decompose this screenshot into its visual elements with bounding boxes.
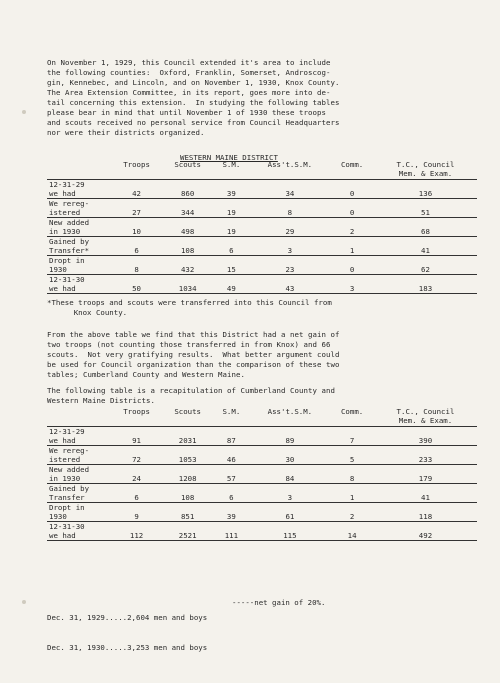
cell: 14 — [330, 522, 374, 541]
cell: 2031 — [162, 427, 213, 446]
cell: 1034 — [162, 275, 213, 294]
cell: 49 — [213, 275, 249, 294]
table-row — [47, 256, 477, 275]
table-row — [47, 199, 477, 218]
cell: 7 — [330, 427, 374, 446]
row-label: Gained by Transfer — [47, 484, 111, 503]
intro-paragraph: On November 1, 1929, this Council extended it's area to include the following counties: Oxford, Franklin, Somerset, Androscog- gin, Kennebec, and Lincoln, and on November 1, 1930, Knox County. The Area Extension Committee, in its report, goes more into de- tail concerning this extension. In studying the following tables please bear in mind that until November 1 of 1930 these troops and scouts received no personal service from Council Headquarters nor were their districts organized. — [47, 58, 340, 137]
cell: 42 — [111, 180, 162, 199]
cell: 118 — [374, 503, 477, 522]
table-header-row — [47, 407, 477, 427]
analysis-paragraph: From the above table we find that this District had a net gain of two troops (not counting those transferred in from Knox) and 66 scouts. Not very gratifying results. What better argument could be used for Council organization than the comparison of these two tables; Cumberland County and Western Maine. — [47, 330, 340, 379]
cell: 8 — [250, 199, 331, 218]
punch-hole-mark — [22, 600, 26, 604]
column-header — [47, 160, 111, 180]
column-header: Scouts — [162, 160, 213, 180]
cell: 6 — [111, 237, 162, 256]
cell: 50 — [111, 275, 162, 294]
cell: 89 — [250, 427, 331, 446]
cell: 23 — [250, 256, 331, 275]
cell: 1053 — [162, 446, 213, 465]
cell: 344 — [162, 199, 213, 218]
cell: 84 — [250, 465, 331, 484]
cell: 5 — [330, 446, 374, 465]
cell: 19 — [213, 199, 249, 218]
cell: 91 — [111, 427, 162, 446]
table-row — [47, 522, 477, 541]
cell: 61 — [250, 503, 331, 522]
row-label: Dropt in 1930 — [47, 503, 111, 522]
table-row — [47, 484, 477, 503]
cell: 111 — [213, 522, 249, 541]
district-title: WESTERN MAINE DISTRICT — [180, 153, 278, 162]
cell: 29 — [250, 218, 331, 237]
table-row — [47, 427, 477, 446]
column-header: Ass't.S.M. — [250, 160, 331, 180]
cell: 115 — [250, 522, 331, 541]
cell: 24 — [111, 465, 162, 484]
cell: 1208 — [162, 465, 213, 484]
cell: 432 — [162, 256, 213, 275]
summary-line-1929: Dec. 31, 1929.....2,604 men and boys — [47, 613, 208, 622]
row-label: 12-31-29 we had — [47, 427, 111, 446]
cell: 72 — [111, 446, 162, 465]
row-label: 12-31-30 we had — [47, 522, 111, 541]
cell: 3 — [250, 484, 331, 503]
column-header: Troops — [111, 160, 162, 180]
cell: 19 — [213, 218, 249, 237]
cell: 8 — [111, 256, 162, 275]
column-header: Troops — [111, 407, 162, 427]
cell: 851 — [162, 503, 213, 522]
column-header: Scouts — [162, 407, 213, 427]
cell: 390 — [374, 427, 477, 446]
column-header — [47, 407, 111, 427]
cell: 2 — [330, 503, 374, 522]
cell: 43 — [250, 275, 331, 294]
membership-summary — [47, 593, 477, 683]
cell: 68 — [374, 218, 477, 237]
cell: 34 — [250, 180, 331, 199]
table-header-row — [47, 160, 477, 180]
cell: 9 — [111, 503, 162, 522]
recap-table — [47, 407, 477, 541]
cell: 8 — [330, 465, 374, 484]
cell: 6 — [111, 484, 162, 503]
cell: 62 — [374, 256, 477, 275]
row-label: Gained by Transfer* — [47, 237, 111, 256]
cell: 87 — [213, 427, 249, 446]
cell: 46 — [213, 446, 249, 465]
cell: 0 — [330, 256, 374, 275]
cell: 1 — [330, 484, 374, 503]
row-label: New added in 1930 — [47, 218, 111, 237]
table-row — [47, 465, 477, 484]
cell: 39 — [213, 503, 249, 522]
column-header: Comm. — [330, 160, 374, 180]
cell: 0 — [330, 199, 374, 218]
cell: 233 — [374, 446, 477, 465]
cell: 6 — [213, 484, 249, 503]
cell: 1 — [330, 237, 374, 256]
cell: 3 — [250, 237, 331, 256]
cell: 30 — [250, 446, 331, 465]
row-label: We rereg- istered — [47, 199, 111, 218]
cell: 27 — [111, 199, 162, 218]
cell: 57 — [213, 465, 249, 484]
cell: 3 — [330, 275, 374, 294]
column-header: T.C., Council Mem. & Exam. — [374, 407, 477, 427]
cell: 108 — [162, 237, 213, 256]
table-row — [47, 503, 477, 522]
cell: 498 — [162, 218, 213, 237]
column-header: Ass't.S.M. — [250, 407, 331, 427]
cell: 39 — [213, 180, 249, 199]
cell: 41 — [374, 237, 477, 256]
table-row — [47, 237, 477, 256]
cell: 2 — [330, 218, 374, 237]
row-label: 12-31-29 we had — [47, 180, 111, 199]
cell: 108 — [162, 484, 213, 503]
transfer-footnote: *These troops and scouts were transferred into this Council from Knox County. — [47, 298, 332, 317]
cell: 15 — [213, 256, 249, 275]
cell: 179 — [374, 465, 477, 484]
cell: 112 — [111, 522, 162, 541]
table-row — [47, 446, 477, 465]
cell: 10 — [111, 218, 162, 237]
column-header: S.M. — [213, 407, 249, 427]
cell: 183 — [374, 275, 477, 294]
row-label: New added in 1930 — [47, 465, 111, 484]
net-gain-note: -----net gain of 20%. — [232, 598, 326, 607]
column-header: S.M. — [213, 160, 249, 180]
row-label: Dropt in 1930 — [47, 256, 111, 275]
summary-line-1930: Dec. 31, 1930.....3,253 men and boys — [47, 643, 208, 652]
table-row — [47, 275, 477, 294]
row-label: 12-31-30 we had — [47, 275, 111, 294]
cell: 2521 — [162, 522, 213, 541]
recap-intro: The following table is a recapitulation of Cumberland County and Western Maine Districts. — [47, 386, 335, 405]
cell: 492 — [374, 522, 477, 541]
row-label: We rereg- istered — [47, 446, 111, 465]
cell: 0 — [330, 180, 374, 199]
punch-hole-mark — [22, 110, 26, 114]
cell: 51 — [374, 199, 477, 218]
column-header: Comm. — [330, 407, 374, 427]
cell: 136 — [374, 180, 477, 199]
cell: 41 — [374, 484, 477, 503]
cell: 860 — [162, 180, 213, 199]
table-row — [47, 218, 477, 237]
table-row — [47, 180, 477, 199]
column-header: T.C., Council Mem. & Exam. — [374, 160, 477, 180]
western-maine-table — [47, 160, 477, 294]
cell: 6 — [213, 237, 249, 256]
